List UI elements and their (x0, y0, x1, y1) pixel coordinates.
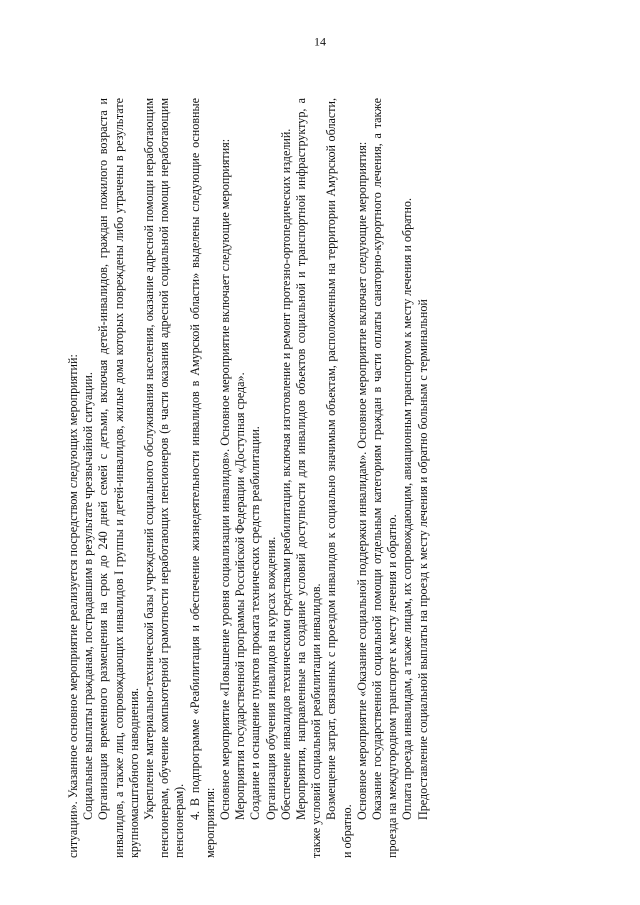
paragraph-7: Создание и оснащение пунктов проката технических средств реабилитации. (248, 426, 263, 820)
paragraph-1: Социальные выплаты гражданам, пострадавшим в результате чрезвычайной ситуации. (81, 372, 96, 820)
body-text (66, 98, 431, 858)
page-number: 14 (314, 34, 326, 49)
paragraph-14: Оплата проезда инвалидам, а также лицам, их сопровождающим, авиационным транспортом к месту лечения и обратно. (400, 197, 415, 820)
paragraph-13: Оказание государственной социальной помощи отдельным категориям граждан в части оплаты санаторно-курортного лечения, а также проезда на междугородном транспорте к месту лечения и обратно. (370, 98, 400, 858)
paragraph-8: Организация обучения инвалидов на курсах вождения. (263, 536, 278, 820)
rotated-page (60, 34, 580, 862)
paragraph-10: Мероприятия, направленные на создание условий доступности для инвалидов объектов социальной и транспортной инфраструктур, а также условий социальной реабилитации инвалидов. (294, 98, 324, 858)
paragraph-12: Основное мероприятие «Оказание социальной поддержки инвалидам». Основное мероприятие включает следующие мероприятия: (354, 141, 369, 820)
paragraph-2: Организация временного размещения на срок до 240 дней семей с детьми, включая детей-инвалидов, граждан пожилого возраста и инвалидов, а также лиц, сопровождающих инвалидов I группы и детей-инвалидов, жилые дома которых повреждены либо утрачены в результате крупномасштабного наводнения. (96, 98, 141, 858)
paragraph-6: Мероприятия государственной программы Российской Федерации «Доступная среда». (233, 372, 248, 820)
paragraph-4: 4. В подпрограмме «Реабилитация и обеспечение жизнедеятельности инвалидов в Амурской области» выделены следующие основные мероприятия: (187, 98, 217, 858)
paragraph-5: Основное мероприятие «Повышение уровня социализации инвалидов». Основное мероприятие включает следующие мероприятия: (218, 138, 233, 820)
paragraph-3: Укрепление материально-технической базы учреждений социального обслуживания населения, оказание адресной помощи неработающим пенсионерам, обучение компьютерной грамотности неработающих пенсионеров (в части оказания адресной социальной помощи неработающим пенсионерам). (142, 98, 187, 858)
paragraph-9: Обеспечение инвалидов техническими средствами реабилитации, включая изготовление и ремонт протезно-ортопедических изделий. (278, 128, 293, 820)
paragraph-15: Предоставление социальной выплаты на проезд к месту лечения и обратно больным с терминальной (415, 299, 430, 820)
paragraph-11: Возмещение затрат, связанных с проездом инвалидов к социально значимым объектам, расположенным на территории Амурской области, и обратно. (324, 98, 354, 858)
paragraph-0: ситуации». Указанное основное мероприятие реализуется посредством следующих мероприятий: (66, 354, 80, 858)
